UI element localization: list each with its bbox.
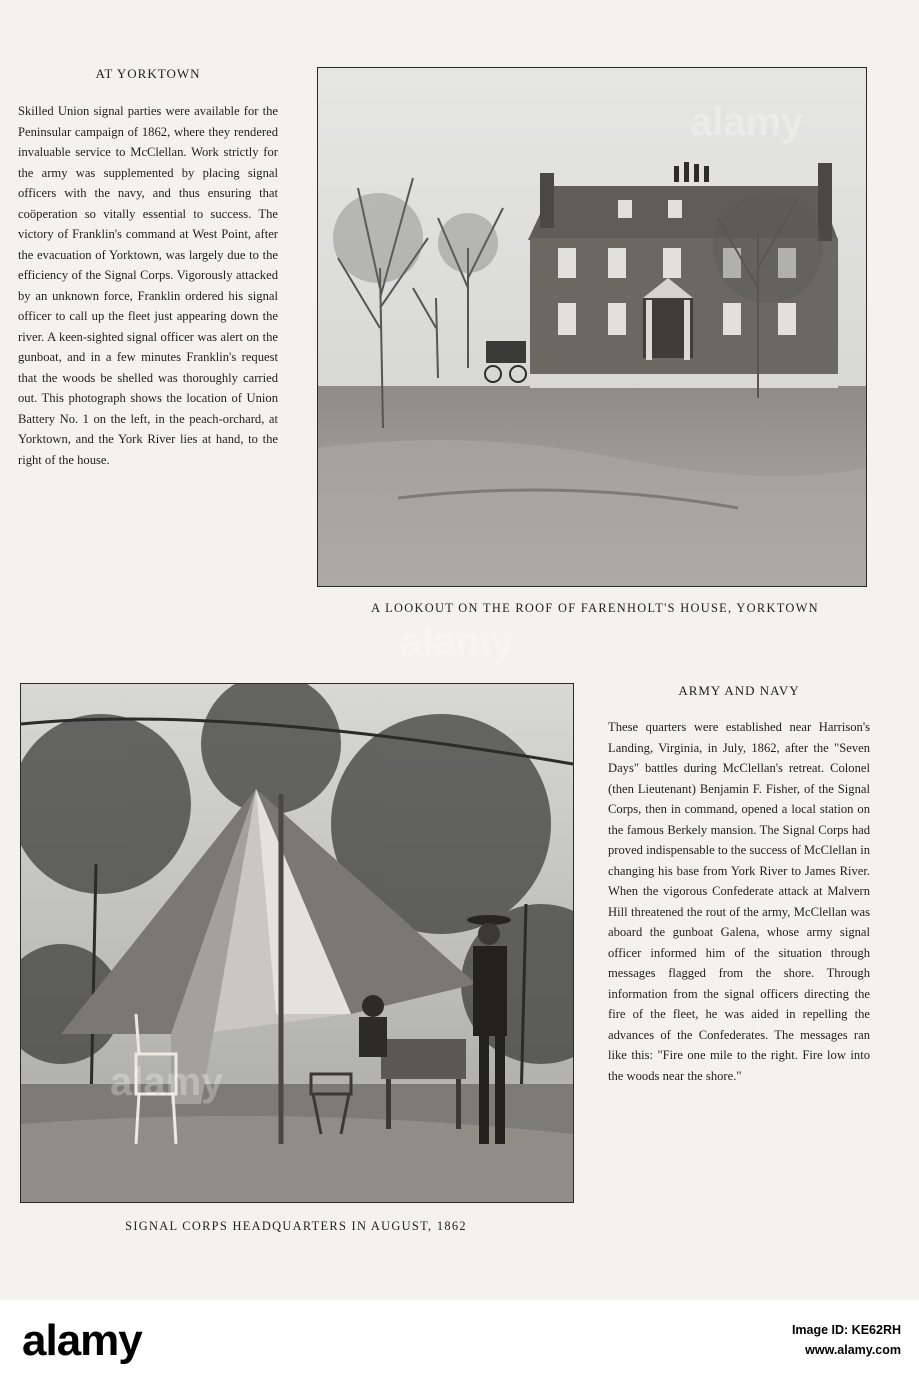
army-navy-paragraph: These quarters were established near Harrison's Landing, Virginia, in July, 1862, after the "Seven Days" battles during McClellan's retreat. Colonel (then Lieutenant) Benjamin F. Fisher, of the Signal Corps, then in command, opened a local station on the famous Berkely mansion. The Signal Corps had proved indispensable to the success of McClellan in changing his base from York River to James River. When the vigorous Confederate attack at Malvern Hill threatened the rout of the army, McClellan was aboard the gunboat Galena, whose army signal officer informed him of the situation through messages flagged from the shore. Through information from the signal officers directing the fire of the fleet, he was aided in repelling the advances of the Confederates. The messages ran like this: "Fire one mile to the right. Fire low into the woods near the shore." xyxy=(608,720,870,1083)
section-heading-yorktown: AT YORKTOWN xyxy=(95,66,201,81)
site-url-link[interactable]: www.alamy.com xyxy=(805,1343,901,1357)
signal-corps-headquarters-photo xyxy=(20,683,574,1203)
alamy-logo: alamy xyxy=(22,1316,142,1365)
watermark-logo: alamy xyxy=(400,620,514,664)
farenholt-house-photo xyxy=(317,67,867,587)
image-id-block xyxy=(792,1323,901,1363)
watermark-logo: alamy xyxy=(110,1060,224,1104)
watermark-logo: alamy xyxy=(690,100,804,144)
yorktown-paragraph: Skilled Union signal parties were available for the Peninsular campaign of 1862, where they rendered invaluable service to McClellan. Work strictly for the army was supplemented by placing signal officers with the navy, and thus ensuring that coöperation so vitally essential to success. The victory of Franklin's command at West Point, after the evacuation of Yorktown, was largely due to the efficiency of the Signal Corps. Vigorously attacked by an unknown force, Franklin ordered his signal officer to call up the fleet just appearing down the river. A keen-sighted signal officer was alert on the gunboat, and in a few minutes Franklin's request that the woods be shelled was thoroughly carried out. This photograph shows the location of Union Battery No. 1 on the left, in the peach-orchard, at Yorktown, and the York River lies at hand, to the right of the house. xyxy=(18,104,278,467)
section-heading-army-navy: ARMY AND NAVY xyxy=(678,683,800,698)
image-id-label: Image ID: KE62RH xyxy=(791,1323,901,1337)
upper-photo-caption: A LOOKOUT ON THE ROOF OF FARENHOLT'S HOUSE, YORKTOWN xyxy=(371,601,819,615)
lower-photo-caption: SIGNAL CORPS HEADQUARTERS IN AUGUST, 1862 xyxy=(125,1219,467,1233)
